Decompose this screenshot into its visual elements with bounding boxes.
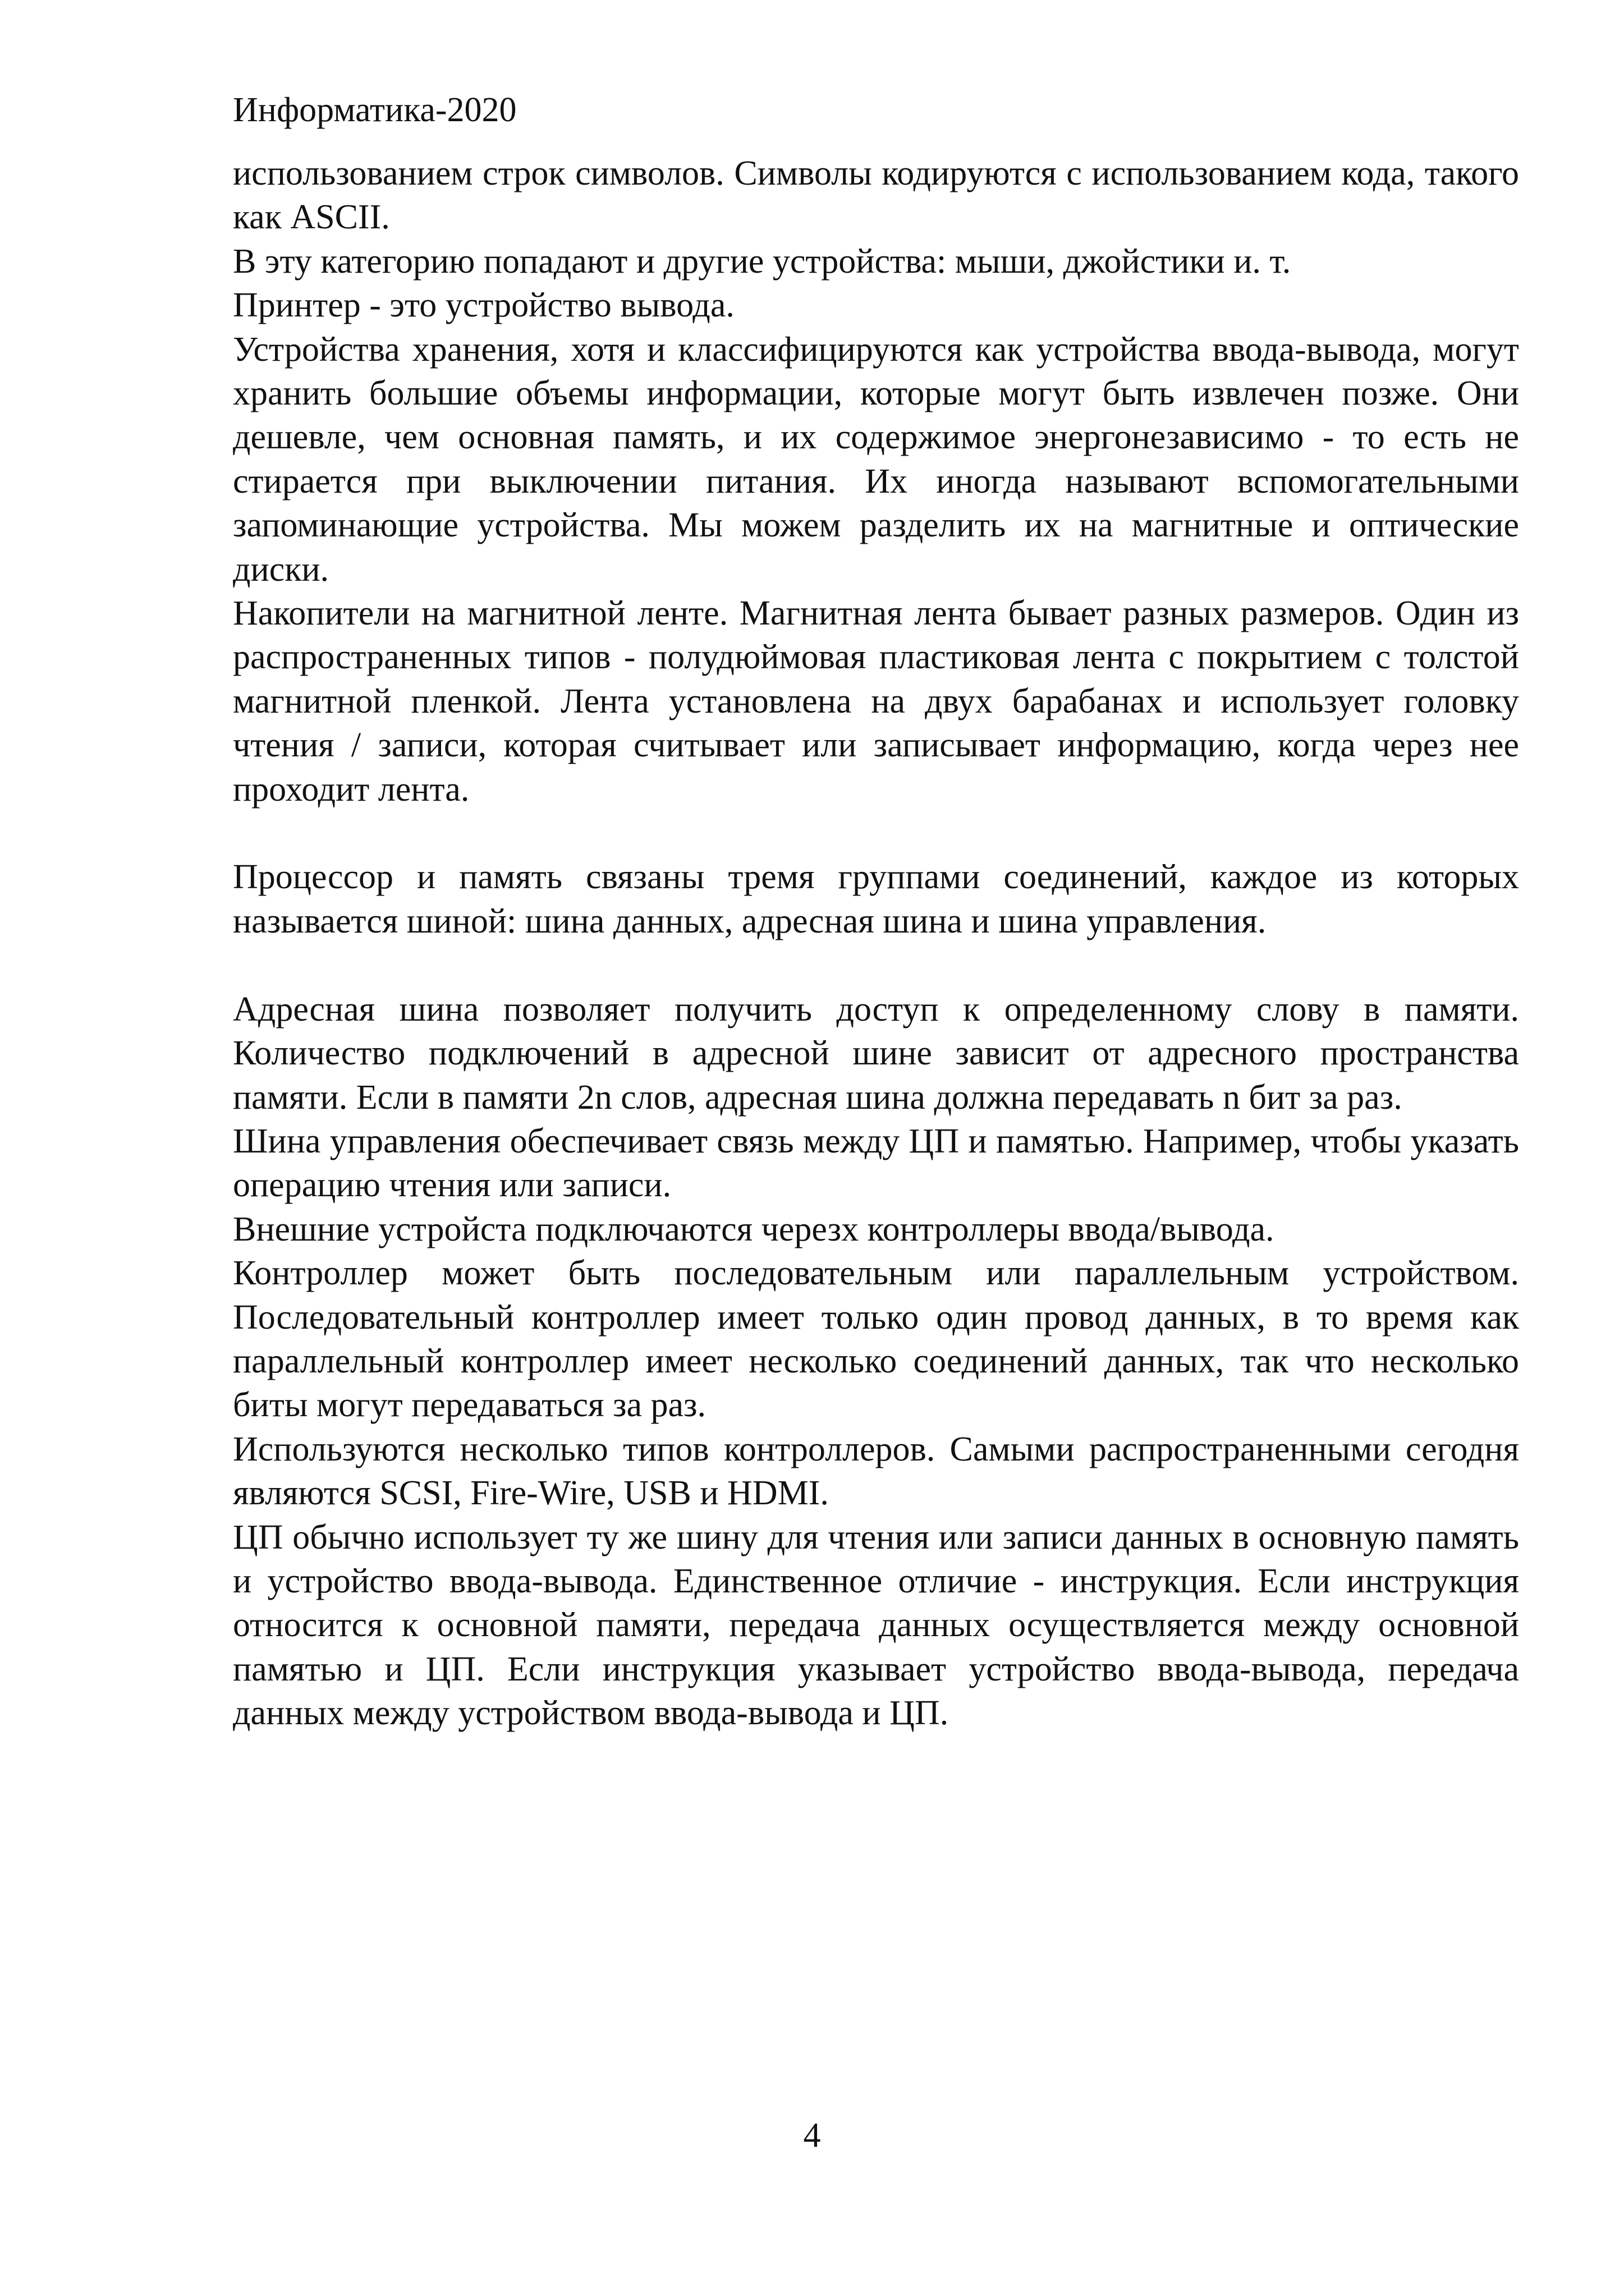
paragraph-cpu-bus-usage: ЦП обычно использует ту же шину для чтения или записи данных в основную память и устройство ввода-вывода. Единственное отличие - инструкция. Если инструкция относится к основной памяти, передача данных осуществляется между основной памятью и ЦП. Если инструкция указывает устройство ввода-вывода, передача данных между устройством ввода-вывода и ЦП. <box>233 1518 1519 1733</box>
paragraph-control-bus: Шина управления обеспечивает связь между ЦП и памятью. Например, чтобы указать операцию чтения или записи. <box>233 1122 1519 1205</box>
paragraph-other-devices: В эту категорию попадают и другие устройства: мыши, джойстики и. т. <box>233 242 1291 281</box>
paragraph-printer: Принтер - это устройство вывода. <box>233 286 735 325</box>
paragraph-magnetic-tape: Накопители на магнитной ленте. Магнитная лента бывает разных размеров. Один из распространенных типов - полудюймовая пластиковая лента с покрытием с толстой магнитной пленкой. Лента установлена на двух барабанах и использует головку чтения / записи, которая считывает или записывает информацию, когда через нее проходит лента. <box>233 594 1519 809</box>
paragraph-spacer <box>233 811 1519 855</box>
page-number: 4 <box>803 2116 821 2155</box>
paragraph-bus-groups: Процессор и память связаны тремя группами соединений, каждое из которых называется шиной: шина данных, адресная шина и шина управления. <box>233 858 1519 940</box>
paragraph-controller-types: Используются несколько типов контроллеров. Самыми распространенными сегодня являются SCSI, Fire-Wire, USB и HDMI. <box>233 1430 1519 1513</box>
paragraph-storage-devices: Устройства хранения, хотя и классифицируются как устройства ввода-вывода, могут хранить большие объемы информации, которые могут быть извлечен позже. Они дешевле, чем основная память, и их содержимое энергонезависимо - то есть не стирается при выключении питания. Их иногда называют вспомогательными запоминающие устройства. Мы можем разделить их на магнитные и оптические диски. <box>233 330 1519 589</box>
paragraph-spacer <box>233 943 1519 987</box>
document-body <box>233 151 1519 1735</box>
paragraph-address-bus: Адресная шина позволяет получить доступ к определенному слову в памяти. Количество подключений в адресной шине зависит от адресного пространства памяти. Если в памяти 2n слов, адресная шина должна передавать n бит за раз. <box>233 990 1519 1117</box>
paragraph-ascii-encoding: использованием строк символов. Символы кодируются с использованием кода, такого как ASCII. <box>233 154 1519 237</box>
paragraph-serial-parallel-controller: Контроллер может быть последовательным или параллельным устройством. Последовательный контроллер имеет только один провод данных, в то время как параллельный контроллер имеет несколько соединений данных, так что несколько биты могут передаваться за раз. <box>233 1254 1519 1425</box>
paragraph-io-controllers: Внешние устройста подключаются черезх контроллеры ввода/вывода. <box>233 1210 1274 1248</box>
page-header: Информатика-2020 <box>233 91 517 129</box>
